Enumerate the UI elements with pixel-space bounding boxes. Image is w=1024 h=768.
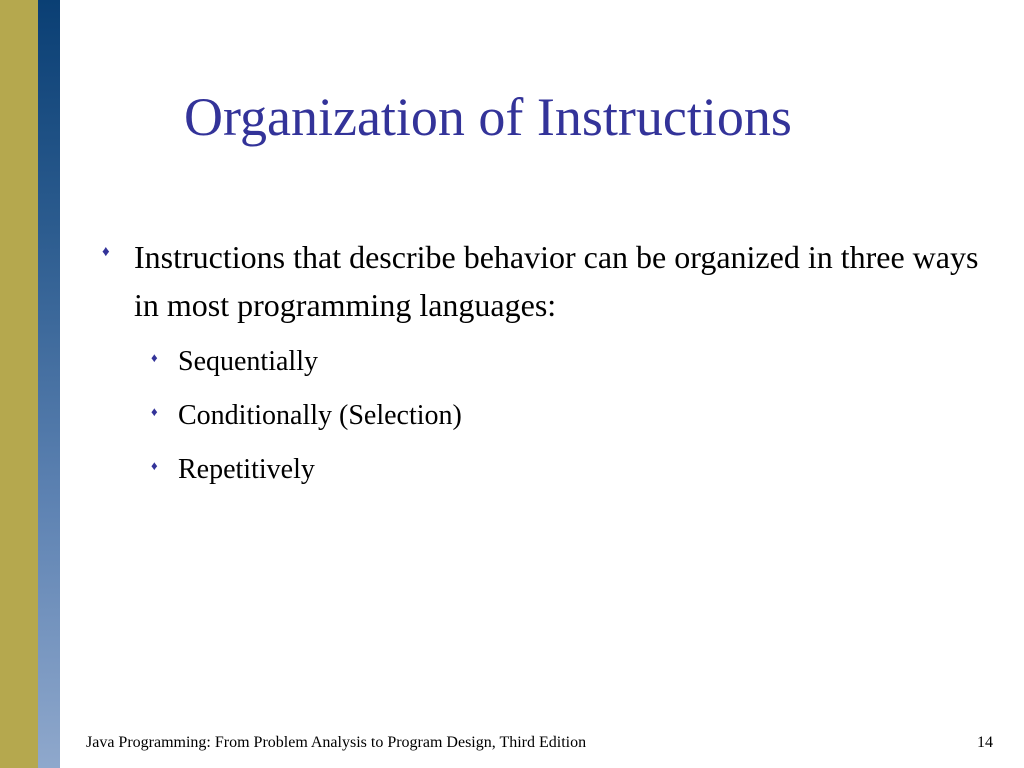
diamond-bullet-icon: ♦: [151, 404, 158, 419]
page-number: 14: [977, 734, 993, 751]
diamond-bullet-icon: ♦: [102, 244, 110, 260]
sub-bullet-text: Conditionally (Selection): [178, 400, 462, 431]
sub-bullet-item: [151, 335, 982, 389]
bullet-text: Instructions that describe behavior can be organized in three ways in most programming languages:: [134, 239, 979, 323]
sub-bullet-text: Repetitively: [178, 454, 315, 485]
blue-gradient-side-stripe: [38, 0, 60, 768]
diamond-bullet-icon: ♦: [151, 350, 158, 365]
olive-side-stripe: [0, 0, 38, 768]
slide-body: [102, 233, 982, 497]
sub-bullet-text: Sequentially: [178, 346, 318, 377]
bullet-item: [102, 233, 982, 329]
footer-book-title: Java Programming: From Problem Analysis to Program Design, Third Edition: [86, 734, 587, 751]
sub-bullet-item: [151, 443, 982, 497]
diamond-bullet-icon: ♦: [151, 458, 158, 473]
slide-title: Organization of Instructions: [184, 87, 792, 147]
sub-bullet-list: [102, 335, 982, 497]
sub-bullet-item: [151, 389, 982, 443]
